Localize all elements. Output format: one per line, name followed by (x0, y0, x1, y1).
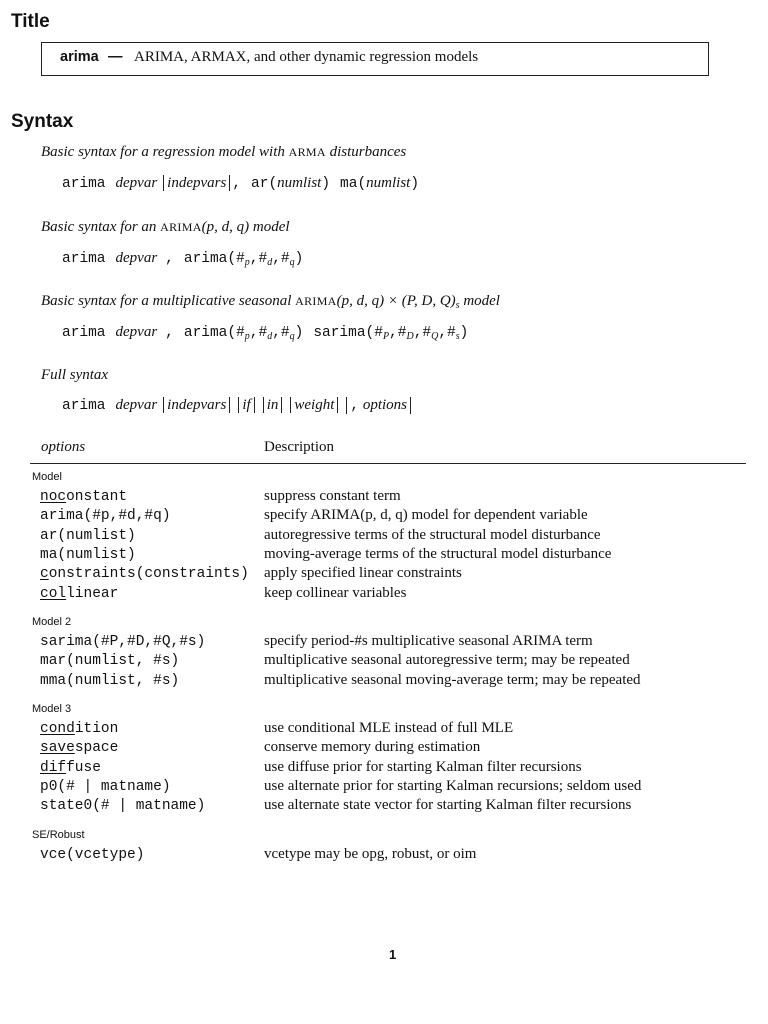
syntax-caption-3: Basic syntax for a multiplicative seasonal ARIMA(p, d, q) × (P, D, $Q)_s$ model (41, 293, 500, 311)
syntax-line-4: arima depvar indepvars if in weight , options (62, 396, 413, 414)
option-description: multiplicative seasonal autoregressive term; may be repeated (264, 652, 630, 669)
option-description: use diffuse prior for starting Kalman filter recursions (264, 758, 582, 775)
option-name: arima(#p,#d,#q) (40, 508, 171, 525)
syntax-caption-2: Basic syntax for an ARIMA(p, d, q) model (41, 219, 290, 235)
group-label: Model 2 (32, 616, 72, 628)
option-name: ar(numlist) (40, 527, 136, 544)
option-description: keep collinear variables (264, 584, 407, 601)
option-description: autoregressive terms of the structural model disturbance (264, 526, 601, 543)
option-name: vce(vcetype) (40, 847, 145, 863)
option-name: mar(numlist, #s) (40, 653, 180, 670)
option-name: savespace (40, 740, 119, 757)
option-name: ma(numlist) (40, 546, 136, 563)
page-number: 1 (389, 947, 397, 962)
group-label: Model (32, 471, 62, 483)
option-name: sarima(#P,#D,#Q,#s) (40, 634, 206, 650)
option-name: condition (40, 721, 119, 737)
col-header-description: Description (264, 439, 334, 455)
option-description: multiplicative seasonal moving-average term; may be repeated (264, 671, 641, 688)
option-description: vcetype may be opg, robust, or oim (264, 846, 477, 862)
option-name: noconstant (40, 489, 128, 505)
group-label: SE/Robust (32, 829, 85, 841)
option-description: moving-average terms of the structural model disturbance (264, 545, 612, 562)
option-description: use conditional MLE instead of full MLE (264, 720, 514, 736)
option-name: collinear (40, 585, 119, 602)
title-description: ARIMA, ARMAX, and other dynamic regression models (134, 49, 479, 65)
option-description: use alternate prior for starting Kalman recursions; seldom used (264, 777, 642, 794)
option-description: apply specified linear constraints (264, 565, 462, 582)
title-command: arima (60, 49, 99, 65)
option-description: suppress constant term (264, 488, 401, 504)
syntax-line-1: arima depvar indepvars , ar(numlist) ma(numlist) (62, 175, 420, 192)
option-name: state0(# | matname) (40, 798, 206, 815)
option-description: conserve memory during estimation (264, 739, 481, 756)
option-name: diffuse (40, 759, 101, 776)
option-description: specify ARIMA(p, d, q) model for dependent variable (264, 507, 588, 524)
option-description: specify period-#s multiplicative seasonal ARIMA term (264, 633, 593, 649)
col-header-options: options (41, 439, 86, 455)
syntax-line-3: arima depvar , $arima(\#_p,\#_d,\#_q)$ $sarima(\#_P,\#_D,\#_Q,\#_s)$ (62, 324, 469, 342)
option-name: mma(numlist, #s) (40, 672, 180, 689)
group-label: Model 3 (32, 703, 72, 715)
syntax-heading: Syntax (11, 111, 74, 132)
table-rule (30, 463, 746, 464)
title-heading: Title (11, 11, 50, 32)
option-name: p0(# | matname) (40, 778, 171, 795)
syntax-caption-1: Basic syntax for a regression model with ARMA disturbances (41, 144, 407, 160)
title-box (41, 42, 709, 76)
option-name: constraints(constraints) (40, 566, 249, 583)
option-description: use alternate state vector for starting Kalman filter recursions (264, 797, 632, 814)
syntax-line-2: arima depvar , $arima(\#_p,\#_d,\#_q)$ (62, 250, 304, 268)
title-dash: — (108, 49, 123, 65)
syntax-caption-4: Full syntax (41, 367, 109, 383)
